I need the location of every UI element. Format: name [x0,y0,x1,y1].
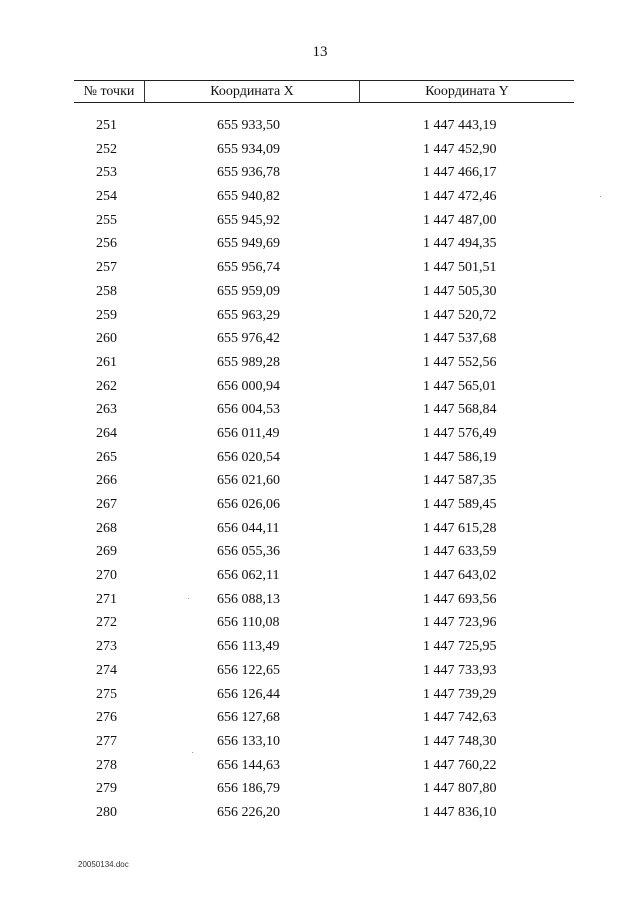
table-row [74,256,574,280]
coordinate-y-cell: 1 447 760,22 [423,757,497,773]
coordinate-x-cell: 656 020,54 [217,449,280,465]
table-row [74,683,574,707]
coordinate-x-cell: 656 088,13 [217,591,280,607]
point-number-cell: 274 [96,662,117,678]
point-number-cell: 277 [96,733,117,749]
coordinate-x-cell: 655 945,92 [217,212,280,228]
coordinate-x-cell: 655 940,82 [217,189,280,205]
coordinate-x-cell: 656 004,53 [217,402,280,418]
point-number-cell: 257 [96,260,117,276]
coordinate-y-cell: 1 447 739,29 [423,686,497,702]
coordinate-y-cell: 1 447 725,95 [423,639,497,655]
coordinate-x-cell: 656 062,11 [217,568,280,584]
coordinate-y-cell: 1 447 472,46 [423,189,497,205]
table-row [74,114,574,138]
coordinate-y-cell: 1 447 552,56 [423,354,497,370]
table-row [74,327,574,351]
header-coordinate-y: Координата Y [425,83,509,99]
coordinate-y-cell: 1 447 633,59 [423,544,497,560]
table-row [74,469,574,493]
table-row [74,185,574,209]
point-number-cell: 275 [96,686,117,702]
table-row [74,280,574,304]
table-row [74,588,574,612]
point-number-cell: 256 [96,236,117,252]
table-row [74,754,574,778]
coordinate-y-cell: 1 447 693,56 [423,591,497,607]
coordinate-x-cell: 655 934,09 [217,141,280,157]
coordinate-y-cell: 1 447 586,19 [423,449,497,465]
table-row [74,232,574,256]
table-row [74,138,574,162]
table-row [74,517,574,541]
table-row [74,659,574,683]
coordinate-y-cell: 1 447 836,10 [423,804,497,820]
point-number-cell: 263 [96,402,117,418]
coordinate-x-cell: 655 936,78 [217,165,280,181]
coordinate-y-cell: 1 447 643,02 [423,568,497,584]
point-number-cell: 265 [96,449,117,465]
point-number-cell: 267 [96,497,117,512]
point-number-cell: 273 [96,639,117,655]
point-number-cell: 268 [96,520,117,536]
table-row [74,422,574,446]
table-row [74,209,574,233]
coordinate-x-cell: 655 989,28 [217,354,280,370]
table-row [74,304,574,328]
coordinate-y-cell: 1 447 520,72 [423,307,497,323]
coordinate-x-cell: 655 963,29 [217,307,280,323]
point-number-cell: 251 [96,118,117,133]
point-number-cell: 272 [96,615,117,631]
coordinate-y-cell: 1 447 505,30 [423,283,497,299]
coordinate-y-cell: 1 447 587,35 [423,473,497,489]
point-number-cell: 255 [96,212,117,228]
table-row [74,777,574,801]
coordinate-x-cell: 656 127,68 [217,710,280,726]
coordinate-x-cell: 656 000,94 [217,378,280,394]
header-point-number: № точки [74,81,145,102]
point-number-cell: 253 [96,165,117,181]
coordinate-y-cell: 1 447 723,96 [423,615,497,631]
scan-speck [188,598,189,599]
point-number-cell: 260 [96,331,117,347]
table-row [74,493,574,517]
table-row [74,611,574,635]
coordinate-x-cell: 656 026,06 [217,497,280,512]
point-number-cell: 269 [96,544,117,560]
table-row [74,398,574,422]
coordinate-y-cell: 1 447 466,17 [423,165,497,181]
coordinate-y-cell: 1 447 568,84 [423,402,497,418]
scan-speck [600,196,601,197]
point-number-cell: 266 [96,473,117,489]
coordinate-x-cell: 656 133,10 [217,733,280,749]
table-row [74,801,574,825]
coordinate-y-cell: 1 447 443,19 [423,118,497,133]
table-row [74,375,574,399]
point-number-cell: 270 [96,568,117,584]
page-number: 13 [312,44,328,60]
coordinate-x-cell: 656 055,36 [217,544,280,560]
point-number-cell: 276 [96,710,117,726]
coordinate-y-cell: 1 447 501,51 [423,260,497,276]
coordinate-y-cell: 1 447 565,01 [423,378,497,394]
point-number-cell: 264 [96,425,117,441]
coordinates-table [74,114,574,825]
point-number-cell: 252 [96,141,117,157]
point-number-cell: 261 [96,354,117,370]
table-row [74,540,574,564]
table-row [74,635,574,659]
point-number-cell: 259 [96,307,117,323]
point-number-cell: 278 [96,757,117,773]
coordinate-y-cell: 1 447 807,80 [423,781,497,797]
coordinate-y-cell: 1 447 615,28 [423,520,497,536]
point-number-cell: 271 [96,591,117,607]
table-row [74,161,574,185]
scan-speck [192,752,193,753]
coordinate-y-cell: 1 447 537,68 [423,331,497,347]
point-number-cell: 262 [96,378,117,394]
header-coordinate-x: Координата X [145,81,360,102]
coordinate-y-cell: 1 447 494,35 [423,236,497,252]
coordinate-x-cell: 656 126,44 [217,686,280,702]
table-row [74,730,574,754]
table-row [74,446,574,470]
document-filename: 20050134.doc [78,860,129,869]
table-row [74,564,574,588]
coordinate-y-cell: 1 447 589,45 [423,497,497,512]
coordinate-x-cell: 656 144,63 [217,757,280,773]
coordinate-x-cell: 656 021,60 [217,473,280,489]
coordinate-y-cell: 1 447 733,93 [423,662,497,678]
coordinate-x-cell: 655 956,74 [217,260,280,276]
coordinate-y-cell: 1 447 487,00 [423,212,497,228]
table-row [74,706,574,730]
point-number-cell: 258 [96,283,117,299]
table-header [74,80,574,103]
point-number-cell: 279 [96,781,117,797]
coordinate-x-cell: 656 011,49 [217,425,280,441]
coordinate-x-cell: 655 959,09 [217,283,280,299]
coordinate-x-cell: 656 186,79 [217,781,280,797]
coordinate-x-cell: 655 933,50 [217,118,280,133]
coordinate-x-cell: 655 949,69 [217,236,280,252]
coordinate-y-cell: 1 447 452,90 [423,141,497,157]
coordinate-x-cell: 656 044,11 [217,520,280,536]
coordinate-y-cell: 1 447 576,49 [423,425,497,441]
point-number-cell: 254 [96,189,117,205]
coordinate-x-cell: 656 226,20 [217,804,280,820]
coordinate-x-cell: 656 122,65 [217,662,280,678]
coordinate-x-cell: 656 113,49 [217,639,280,655]
table-row [74,351,574,375]
point-number-cell: 280 [96,804,117,820]
coordinate-x-cell: 655 976,42 [217,331,280,347]
coordinate-y-cell: 1 447 742,63 [423,710,497,726]
coordinate-x-cell: 656 110,08 [217,615,280,631]
coordinate-y-cell: 1 447 748,30 [423,733,497,749]
